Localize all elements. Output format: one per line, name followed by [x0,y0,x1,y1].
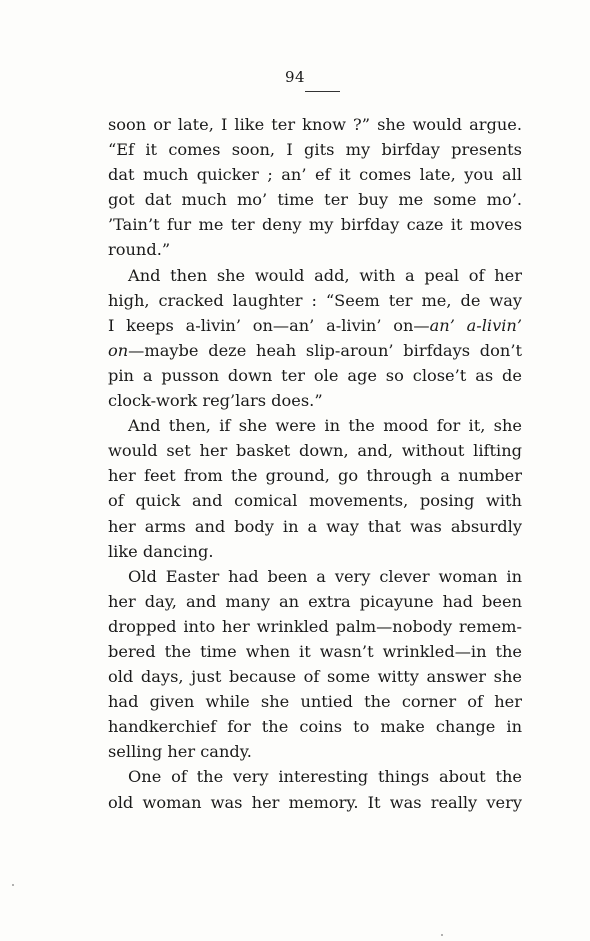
text-run: And then she would add, with a peal of her [128,265,522,285]
text-line [108,589,522,614]
text-run: clock-work reg’lars does.” [108,391,323,411]
text-line [108,212,522,237]
text-line [108,488,522,513]
text-run: had given while she untied the corner of her [108,692,522,712]
text-line [108,237,522,262]
paragraph [108,764,522,814]
text-line [108,790,522,815]
text-run: old days, just because of some witty answer she [108,667,522,687]
text-run: like dancing. [108,541,214,561]
text-line [108,162,522,187]
text-line [108,313,522,338]
text-line [108,363,522,388]
text-run: dropped into her wrinkled palm—nobody remem- [108,616,522,636]
paragraph [108,263,522,414]
text-run: pin a pusson down ter ole age so close’t as de [108,365,522,385]
text-run: soon or late, I like ter know ?” she would argue. [108,115,522,134]
text-run: round.” [108,240,171,260]
text-line [108,137,522,162]
text-run: of quick and comical movements, posing with [108,491,522,511]
italic-text: on [108,340,129,360]
text-run: “Ef it comes soon, I gits my birfday presents [108,140,522,160]
text-run: handkerchief for the coins to make change in [108,717,522,737]
text-run: I keeps a-livin’ on—an’ a-livin’ on— [108,315,430,335]
text-run: got dat much mo’ time ter buy me some mo’. [108,190,522,210]
page-number: 94 [284,68,306,86]
text-run: ’Tain’t fur me ter deny my birfday caze it moves [108,215,522,235]
text-run: her feet from the ground, go through a number [108,466,522,486]
text-line [108,539,522,564]
text-line [108,112,522,137]
text-line [108,564,522,589]
page-number-rule [305,91,340,92]
text-line [108,514,522,539]
paragraph [108,112,522,263]
paper-speck [12,884,14,886]
text-run: —maybe deze heah slip-aroun’ birfdays don’t [128,340,522,360]
text-run: old woman was her memory. It was really very [108,792,522,812]
text-line [108,463,522,488]
text-run: bered the time when it wasn’t wrinkled—in the [108,641,522,661]
italic-text: an’ a-livin’ [429,315,522,335]
text-line [108,764,522,789]
text-run: would set her basket down, and, without lifting [108,441,522,461]
paragraph [108,413,522,564]
text-line [108,714,522,739]
text-line [108,388,522,413]
text-run: her day, and many an extra picayune had been [108,591,522,611]
text-run: And then, if she were in the mood for it, she [128,416,522,436]
text-line [108,739,522,764]
text-run: dat much quicker ; an’ ef it comes late, you all [108,165,522,185]
text-line [108,288,522,313]
paper-speck [441,934,443,936]
body-text [108,112,522,815]
text-line [108,438,522,463]
text-line [108,689,522,714]
text-line [108,639,522,664]
text-run: high, cracked laughter : “Seem ter me, de way [108,290,522,310]
text-run: Old Easter had been a very clever woman in [128,566,522,586]
text-run: One of the very interesting things about the [128,767,522,787]
paragraph [108,564,522,765]
text-line [108,263,522,288]
text-line [108,664,522,689]
text-run: selling her candy. [108,742,252,762]
text-line [108,187,522,212]
text-line [108,614,522,639]
text-run: her arms and body in a way that was absurdly [108,516,522,536]
text-line [108,413,522,438]
text-line [108,338,522,363]
